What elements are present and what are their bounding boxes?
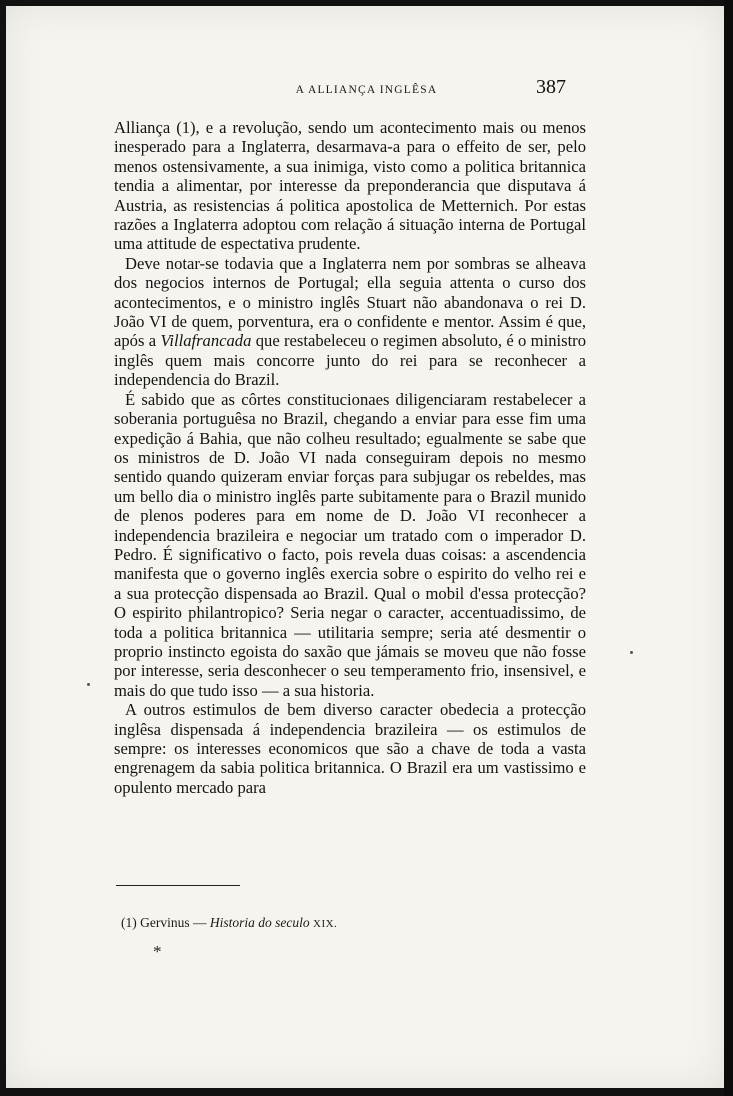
footnote-author: Gervinus — <box>140 915 207 930</box>
paragraph-1: Alliança (1), e a revolução, sendo um acontecimento mais ou menos inesperado para a Inglaterra, desarmava-a para o effeito de ser, pelo menos ostensivamente, a sua inimiga, visto como a politica britannica tendia a alimentar, por interesse da preponderancia que disputava á Austria, as resistencias á politica apostolica de Metternich. Por estas razões a Inglaterra adoptou com relação á situação interna de Portugal uma attitude de espectativa prudente. <box>114 118 586 254</box>
footnote-rule <box>116 885 240 886</box>
paper-speck <box>87 683 90 686</box>
paragraph-2-text-b: que restabeleceu o regimen absoluto, é o ministro inglês quem mais concorre junto do rei para se reconhecer a independencia do Brazil. <box>114 331 586 390</box>
paragraph-2-italic: Villafrancada <box>160 331 252 351</box>
paragraph-4: A outros estimulos de bem diverso caracter obedecia a protecção inglêsa dispensada á independencia brazileira — os estimulos de sempre: os interesses economicos que são a chave de toda a vasta engrenagem da sabia politica britannica. O Brazil era um vastissimo e opulento mercado para <box>114 700 586 797</box>
running-title: A ALLIANÇA INGLÊSA <box>295 84 438 96</box>
footnote-title: Historia do seculo <box>209 915 310 930</box>
paragraph-2-text-a: Deve notar-se todavia que a Inglaterra nem por sombras se alheava dos negocios internos de Portugal; ella seguia attenta o curso dos acontecimentos, e o ministro inglês Stuart não abandonava o rei D. João VI de quem, porventura, era o confidente e mentor. Assim é que, após a <box>114 253 586 351</box>
paragraph-2 <box>114 254 586 390</box>
paragraph-3: É sabido que as côrtes constitucionaes diligenciaram restabelecer a soberania portuguêsa no Brazil, chegando a enviar para esse fim uma expedição á Bahia, que não colheu resultado; egualmente se sabe que os ministros de D. João VI nada conseguiram depois no mesmo sentido quando quizeram enviar forças para subjugar os rebeldes, mas um bello dia o ministro inglês parte subitamente para o Brazil munido de plenos poderes para em nome de D. João VI reconhecer a independencia brazileira e negociar um tratado com o imperador D. Pedro. É significativo o facto, pois revela duas coisas: a ascendencia manifesta que o governo inglês exercia sobre o espirito do velho rei e a sua protecção dispensada ao Brazil. Qual o mobil d'essa protecção? O espirito philantropico? Seria negar o caracter, accentuadissimo, de toda a politica britannica — utilitaria sempre; seria até desmentir o proprio instincto egoista do saxão que jámais se moveu que não fosse por interesse, seria desconhecer o seu temperamento frio, insensivel, e mais do que tudo isso — a sua historia. <box>114 389 586 700</box>
paper-speck <box>630 651 633 654</box>
asterisk-ornament: * <box>153 942 162 961</box>
page-number: 387 <box>536 76 566 98</box>
footnote-century: XIX. <box>313 918 338 930</box>
footnote-marker: (1) <box>121 915 137 930</box>
body-text <box>114 118 586 797</box>
scan-border <box>724 0 733 1096</box>
footnote <box>121 915 337 931</box>
